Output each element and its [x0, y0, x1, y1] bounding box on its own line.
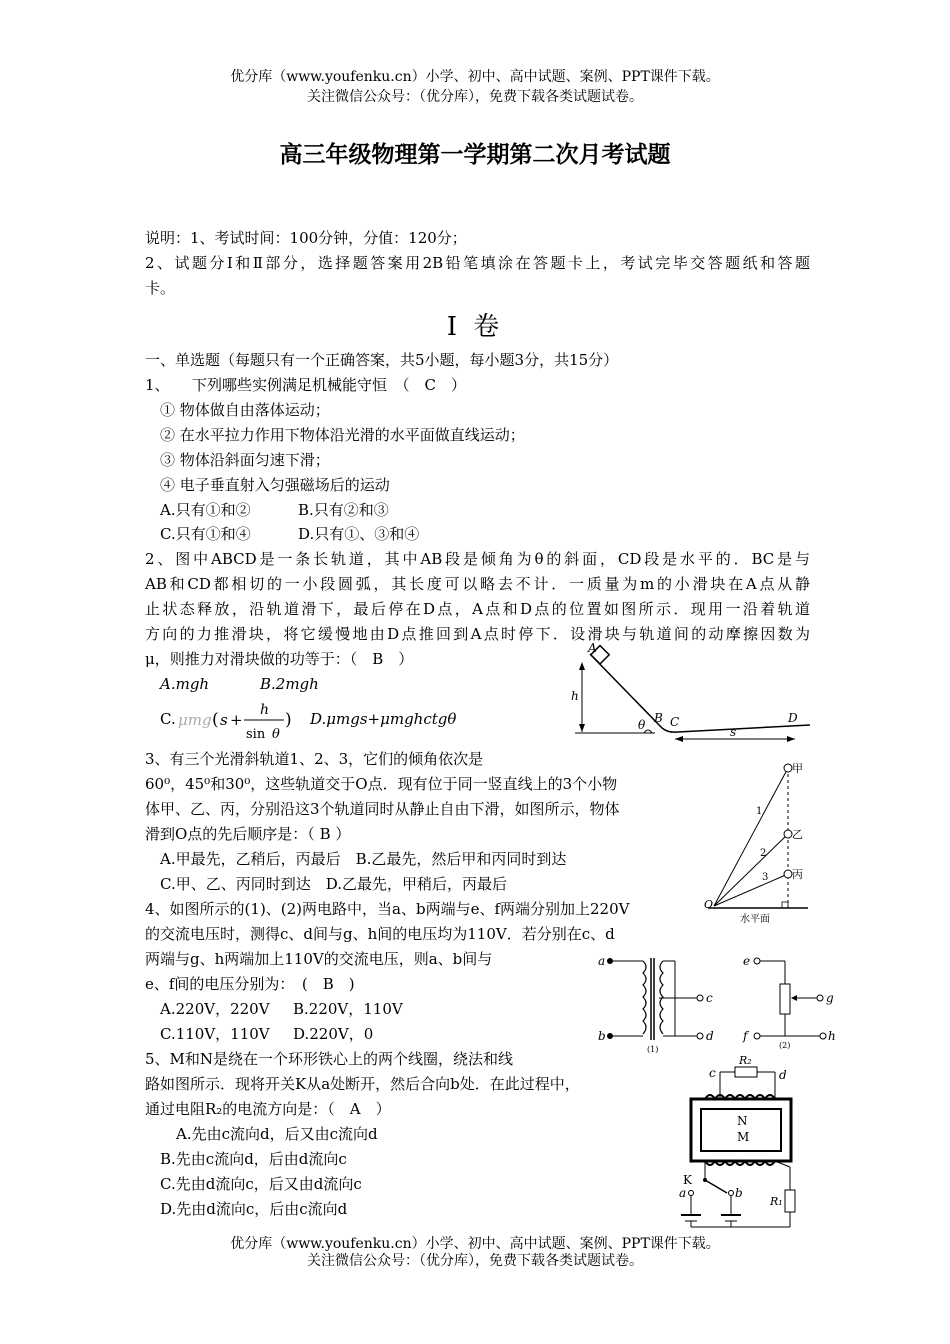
q1-item-3: ③ 物体沿斜面匀速下滑； — [160, 451, 330, 469]
incline-track — [590, 654, 662, 728]
q3-fig-label-yi: 乙 — [792, 828, 803, 841]
q4-option-b: B.220V，110V — [293, 1000, 403, 1018]
q4-fig-label-a: a — [598, 954, 606, 968]
instruction-line-1: 说明：1、考试时间：100分钟，分值：120分； — [145, 229, 467, 247]
header-line-2: 关注微信公众号：（优分库），免费下载各类试题试卷。 — [307, 89, 643, 105]
q4-option-a: A.220V，220V — [160, 1000, 270, 1018]
part-heading: 一、单选题（每题只有一个正确答案，共5小题，每小题3分，共15分） — [145, 351, 619, 369]
q3-line-3: 体甲、乙、丙，分别沿这3个轨道同时从静止自由下滑，如图所示，物体 — [145, 800, 620, 818]
q4-figure-circuits — [595, 948, 840, 1058]
q4-line-1: 4、如图所示的(1)、(2)两电路中，当a、b两端与e、f两端分别加上220V — [145, 900, 630, 918]
q4-option-d: D.220V，0 — [293, 1025, 374, 1043]
q1-option-d: D.只有①、③和④ — [298, 525, 420, 543]
q3-fig-label-bing: 丙 — [792, 868, 803, 881]
q2-fig-label-theta: θ — [638, 718, 646, 732]
q2-option-a: A.mgh — [160, 675, 210, 693]
q2-line-3: 止状态释放，沿轨道滑下，最后停在D点，A点和D点的位置如图所示．现用一沿着轨道 — [145, 600, 810, 618]
q5-fig-label-d: d — [779, 1068, 787, 1082]
q3-fig-label-2: 2 — [760, 848, 767, 859]
q1-item-1: ① 物体做自由落体运动； — [160, 401, 330, 419]
q2-option-c-formula — [176, 698, 296, 744]
q5-fig-label-r2: R₂ — [739, 1055, 752, 1067]
q5-fig-label-m: M — [737, 1130, 750, 1144]
q1-item-4: ④ 电子垂直射入匀强磁场后的运动 — [160, 476, 390, 494]
q5-line-2: 路如图所示．现将开关K从a处断开，然后合向b处．在此过程中， — [145, 1075, 580, 1093]
q4-fig-label-f: f — [743, 1029, 748, 1043]
q1-option-c: C.只有①和④ — [160, 525, 251, 543]
q4-fig-label-c: c — [706, 991, 713, 1005]
q5-option-a: A.先由c流向d，后又由c流向d — [176, 1125, 378, 1143]
q2-figure-incline — [570, 640, 815, 750]
q4-fig-label-d: d — [706, 1029, 714, 1043]
q1-item-2: ② 在水平拉力作用下物体沿光滑的水平面做直线运动； — [160, 426, 525, 444]
q5-fig-label-r1: R₁ — [770, 1195, 783, 1208]
q4-fig-label-circuit-1: (1) — [647, 1045, 659, 1054]
q2-fig-label-s: s — [730, 725, 737, 739]
q2-fig-label-d: D — [788, 711, 798, 725]
q4-fig-label-b: b — [598, 1029, 606, 1043]
svg-text:θ: θ — [272, 727, 280, 742]
q3-fig-label-3: 3 — [762, 872, 769, 883]
q5-fig-label-a: a — [679, 1186, 687, 1200]
q2-line-1: 2、图中ABCD是一条长轨道，其中AB段是倾角为θ的斜面，CD段是水平的．BC是与 — [145, 550, 810, 568]
q5-fig-label-b: b — [735, 1186, 743, 1200]
q3-figure-inclines — [700, 758, 815, 928]
q1-stem: 1、 下列哪些实例满足机械能守恒 （ C ） — [145, 376, 467, 394]
q2-fig-label-b: B — [654, 711, 663, 725]
q4-fig-label-circuit-2: (2) — [779, 1041, 791, 1050]
svg-text:s: s — [220, 711, 228, 729]
q3-fig-label-1: 1 — [756, 806, 763, 817]
instruction-line-2: 2、试题分Ⅰ和Ⅱ部分，选择题答案用2B铅笔填涂在答题卡上，考试完毕交答题纸和答题 — [145, 254, 810, 272]
q4-line-4: e、f间的电压分别为： ( B ) — [145, 975, 355, 993]
q2-fig-label-a: A — [588, 641, 597, 655]
q4-fig-label-h: h — [828, 1029, 836, 1043]
svg-text:): ) — [285, 710, 292, 730]
q2-line-5: μ，则推力对滑块做的功等于：（ B ） — [145, 650, 414, 668]
q2-fig-label-h: h — [571, 689, 579, 703]
svg-text:μmg: μmg — [178, 711, 212, 729]
q5-fig-label-n: N — [737, 1114, 748, 1128]
q5-fig-label-c: c — [709, 1066, 716, 1080]
q3-fig-label-jia: 甲 — [792, 762, 803, 775]
q2-line-2: AB和CD都相切的一小段圆弧，其长度可以略去不计．一质量为m的小滑块在A点从静 — [145, 575, 810, 593]
q3-line-1: 3、有三个光滑斜轨道1、2、3，它们的倾角依次是 — [145, 750, 484, 768]
svg-text:+: + — [230, 711, 243, 729]
q4-fig-label-e: e — [743, 954, 751, 968]
svg-text:(: ( — [212, 710, 219, 730]
q2-option-b: B.2mgh — [260, 675, 319, 693]
q5-line-3: 通过电阻R₂的电流方向是：（ A ） — [145, 1100, 391, 1118]
q2-line-4: 方向的力推滑块，将它缓慢地由D点推回到A点时停下．设滑块与轨道间的动摩擦因数为 — [145, 625, 810, 643]
q5-figure-coils — [665, 1055, 810, 1235]
q4-fig-label-g: g — [826, 991, 834, 1005]
q3-options-cd: C.甲、乙、丙同时到达 D.乙最先，甲稍后，丙最后 — [160, 875, 507, 893]
q3-options-ab: A.甲最先，乙稍后，丙最后 B.乙最先，然后甲和丙同时到达 — [160, 850, 567, 868]
q2-option-c-prefix: C. — [160, 710, 176, 728]
q4-line-3: 两端与g、h两端加上110V的交流电压，则a、b间与 — [145, 950, 493, 968]
footer-line-1: 优分库（www.youfenku.cn）小学、初中、高中试题、案例、PPT课件下载。 — [230, 1236, 720, 1252]
q2-option-d: D.μmgs+μmghctgθ — [310, 710, 457, 728]
q2-fig-label-c: C — [670, 715, 680, 729]
q5-option-b: B.先由c流向d，后由d流向c — [160, 1150, 347, 1168]
q3-line-4: 滑到O点的先后顺序是：（ B ） — [145, 825, 351, 843]
q3-line-2: 60⁰，45⁰和30⁰，这些轨道交于O点．现有位于同一竖直线上的3个小物 — [145, 775, 618, 793]
svg-text:h: h — [260, 702, 270, 718]
q1-option-b: B.只有②和③ — [298, 501, 389, 519]
q3-fig-label-ground: 水平面 — [740, 914, 770, 925]
instruction-line-3: 卡。 — [145, 279, 176, 297]
page-title: 高三年级物理第一学期第二次月考试题 — [279, 142, 671, 168]
q4-option-c: C.110V，110V — [160, 1025, 270, 1043]
q5-fig-label-k: K — [683, 1173, 692, 1187]
footer-line-2: 关注微信公众号：（优分库），免费下载各类试题试卷。 — [307, 1253, 643, 1269]
q5-option-c: C.先由d流向c，后又由d流向c — [160, 1175, 362, 1193]
q1-option-a: A.只有①和② — [160, 501, 251, 519]
q5-line-1: 5、M和N是绕在一个环形铁心上的两个线圈，绕法和线 — [145, 1050, 514, 1068]
section-title: Ⅰ 卷 — [446, 312, 504, 342]
header-line-1: 优分库（www.youfenku.cn）小学、初中、高中试题、案例、PPT课件下载。 — [230, 69, 720, 85]
q5-option-d: D.先由d流向c，后由c流向d — [160, 1200, 348, 1218]
q4-line-2: 的交流电压时，测得c、d间与g、h间的电压均为110V．若分别在c、d — [145, 925, 615, 943]
q3-fig-label-o: O — [704, 898, 714, 911]
svg-text:sin: sin — [246, 727, 266, 742]
